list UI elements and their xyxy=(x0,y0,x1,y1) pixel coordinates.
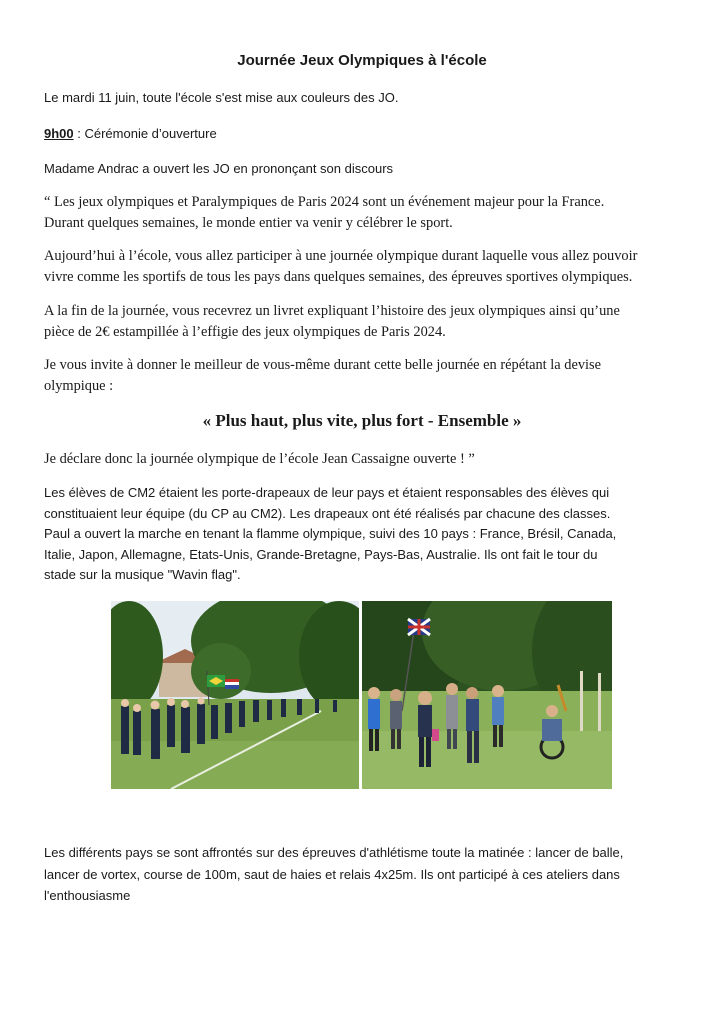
speech-paragraph-4 xyxy=(44,355,684,397)
speech-p3-line2: pièce de 2€ estampillée à l’effigie des jeux olympiques de Paris 2024. xyxy=(44,324,446,340)
document-title: Journée Jeux Olympiques à l'école xyxy=(237,52,487,69)
speech-p1-line1: “ Les jeux olympiques et Paralympiques de Paris 2024 sont un événement majeur pour la France. xyxy=(44,194,605,210)
speech-p2-line1: Aujourd’hui à l’école, vous allez participer à une journée olympique durant laquelle vous allez pouvoir xyxy=(44,248,638,264)
parade-paragraph xyxy=(44,483,684,586)
speech-p4-line1: Je vous invite à donner le meilleur de vous-même durant cette belle journée en répétant la devise xyxy=(44,357,602,373)
parade-photo-left xyxy=(111,601,359,789)
parade-line4: Italie, Japon, Allemagne, Etats-Unis, Grande-Bretagne, Pays-Bas, Australie. Ils ont fait le tour du xyxy=(44,546,598,562)
speech-closing: Je déclare donc la journée olympique de l’école Jean Cassaigne ouverte ! ” xyxy=(44,451,475,467)
athletics-paragraph xyxy=(44,842,684,907)
schedule-time: 9h00 xyxy=(44,126,74,141)
speech-p3-line1: A la fin de la journée, vous recevrez un livret expliquant l’histoire des jeux olympiques ainsi qu’une xyxy=(44,303,620,319)
speech-intro: Madame Andrac a ouvert les JO en prononçant son discours xyxy=(44,161,394,176)
schedule-event: : Cérémonie d’ouverture xyxy=(73,126,217,141)
speech-paragraph-3 xyxy=(44,301,684,343)
speech-p2-line2: vivre comme les sportifs de tous les pays dans quelques semaines, des épreuves sportives olympiques. xyxy=(44,269,633,285)
parade-photo-right xyxy=(362,601,612,789)
olympic-motto: « Plus haut, plus vite, plus fort - Ensemble » xyxy=(202,411,522,430)
parade-line2: constituaient leur équipe (du CP au CM2). Les drapeaux ont été réalisés par chacune des classes. xyxy=(44,505,611,521)
parade-line1: Les élèves de CM2 étaient les porte-drapeaux de leur pays et étaient responsables des élèves qui xyxy=(44,485,610,500)
intro-paragraph: Le mardi 11 juin, toute l'école s'est mise aux couleurs des JO. xyxy=(44,90,399,105)
speech-paragraph-2 xyxy=(44,246,684,288)
speech-p4-line2: olympique : xyxy=(44,378,114,394)
parade-photo-right-image xyxy=(362,601,612,789)
speech-paragraph-1 xyxy=(44,192,684,234)
speech-p1-line2: Durant quelques semaines, le monde entier va venir y célébrer le sport. xyxy=(44,215,453,231)
parade-line3: Paul a ouvert la marche en tenant la flamme olympique, suivi des 10 pays : France, Brésil, Canada, xyxy=(44,526,617,541)
athletics-line2: lancer de vortex, course de 100m, saut de haies et relais 4x25m. Ils ont participé à ces ateliers dans xyxy=(44,866,620,882)
schedule-line xyxy=(44,125,684,143)
athletics-line1: Les différents pays se sont affrontés sur des épreuves d'athlétisme toute la matinée : lancer de balle, xyxy=(44,845,624,860)
parade-line5: stade sur la musique "Wavin flag". xyxy=(44,567,241,582)
parade-photo-left-image xyxy=(111,601,359,789)
athletics-line3: l'enthousiasme xyxy=(44,888,131,903)
